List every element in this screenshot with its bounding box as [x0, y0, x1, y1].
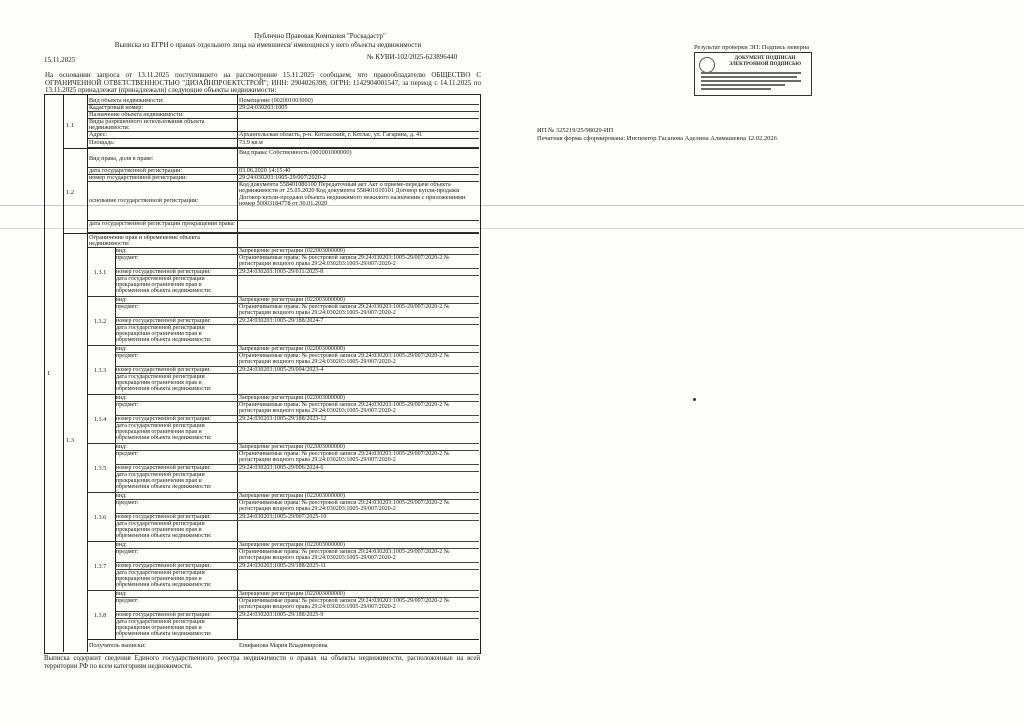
encumbrance-row: [115, 346, 479, 353]
row-label: вид:: [116, 248, 127, 254]
row-label: Площадь:: [89, 140, 115, 146]
row-label: предмет:: [116, 500, 139, 506]
encumbrance-row: [115, 472, 479, 493]
row-value: Код документа 558401080100 Передаточный акт Акт о приеме-передаче объекта недвижимости от 25.05.2020 Код документа 558401010101 Договор купли-продажи Договор купли-продажи объекта недвижимого нежилого назначения с приложениями номер 50003184778 от 30.01.2020: [239, 182, 466, 207]
row-label: дата государственной регистрации прекращения ограничения прав и обременения объекта недвижимости:: [116, 276, 212, 295]
encumbrance-row: [115, 563, 479, 570]
row-value: Запрещение регистрации (022003000000): [239, 444, 345, 450]
table-row: [87, 175, 479, 182]
stamp-line: [701, 76, 797, 78]
intro-paragraph: На основании запроса от 13.11.2025 поступившего на рассмотрение 15.11.2025 сообщаем, что правообладателю ОБЩЕСТВО С ОГРАНИЧЕННОЙ ОТВЕТСТВЕННОСТЬЮ "ДИЗАЙНПРОЕКТСТРОЙ"; ИНН: 2904026398; ОГРН: 1142904001547, за период с 14.11.2025 по 13.11.2025 принадлежат (принадлежали) следующие объекты недвижимости:: [45, 71, 481, 94]
table-row: [87, 112, 479, 119]
electronic-signature-stamp: [694, 52, 812, 96]
encumbrance-row: [115, 374, 479, 395]
encumbrance-row: [115, 598, 479, 612]
row-value: 29:24:030203:1005-29/188/2025-11: [239, 563, 327, 569]
encumbrance-number: 1.3.4: [93, 416, 107, 423]
row-label: основание государственной регистрации:: [89, 198, 199, 204]
table-row: [87, 132, 479, 139]
stamp-line: [701, 72, 801, 74]
section-divider: [87, 639, 479, 640]
row-label: номер государственной регистрации:: [116, 367, 211, 373]
row-label: дата государственной регистрации прекращения ограничения прав и обременения объекта недвижимости:: [116, 570, 212, 589]
encumbrance-row: [115, 255, 479, 269]
row-value: 03.06.2020 14:15:40: [239, 168, 291, 174]
print-form-info: [537, 127, 777, 143]
row-number: 1: [47, 370, 51, 377]
row-label: номер государственной регистрации:: [116, 563, 211, 569]
row-label: вид:: [116, 297, 127, 303]
encumbrance-number-cell: [87, 248, 116, 297]
encumbrance-row: [115, 591, 479, 598]
encumbrance-row: [115, 542, 479, 549]
table-row: [87, 150, 479, 168]
row-value: Запрещение регистрации (022003000000): [239, 395, 345, 401]
row-label: предмет:: [116, 304, 139, 310]
section-number: 1.2: [66, 189, 75, 196]
row-label: номер государственной регистрации:: [89, 175, 187, 181]
row-label: вид:: [116, 493, 127, 499]
encumbrance-number: 1.3.3: [93, 367, 107, 374]
row-value: 29:24:030203:1005-29/004/2023-4: [239, 367, 324, 373]
row-value: Помещение (002001003000): [239, 98, 313, 104]
encumbrance-row: [115, 514, 479, 521]
table-row: [87, 168, 479, 175]
row-value: Запрещение регистрации (022003000000): [239, 591, 345, 597]
row-value: 29:24:030203:1005-29/011/2025-8: [239, 269, 324, 275]
encumbrance-number-cell: [87, 395, 116, 444]
encumbrance-row: [115, 451, 479, 465]
row-value: Ограничиваемые права: № реестровой записи 29:24:030203:1005-29/007/2020-2 № регистрации вещного права 29:24:030203:1005-29/007/2020-2: [239, 255, 450, 268]
section-divider: [63, 148, 479, 149]
footer-note: Выписка содержит сведения Единого государственного реестра недвижимости о правах на объекты недвижимости, расположенные на всей территории РФ по всем категориям недвижимости.: [44, 655, 480, 670]
row-label: Адрес:: [89, 132, 108, 138]
encumbrance-number-cell: [87, 444, 116, 493]
encumbrance-header: [87, 235, 479, 248]
row-label: дата государственной регистрации прекращения ограничения прав и обременения объекта недвижимости:: [116, 472, 212, 491]
encumbrance-row: [115, 549, 479, 563]
row-label: дата государственной регистрации прекращения ограничения прав и обременения объекта недвижимости:: [116, 423, 212, 442]
row-value: Ограничиваемые права: № реестровой записи 29:24:030203:1005-29/007/2020-2 № регистрации вещного права 29:24:030203:1005-29/007/2020-2: [239, 353, 450, 366]
encumbrance-number-cell: [87, 297, 116, 346]
row-label: дата государственной регистрации прекращения ограничения прав и обременения объекта недвижимости:: [116, 325, 212, 344]
table-row: [87, 182, 479, 221]
row-value: 73.9 кв.м: [239, 140, 263, 146]
encumbrance-row: [115, 444, 479, 451]
row-label: вид:: [116, 346, 127, 352]
row-label: Вид объекта недвижимости:: [89, 98, 164, 104]
row-label: номер государственной регистрации:: [116, 269, 211, 275]
encumbrance-number: 1.3.5: [93, 465, 107, 472]
row-label: дата государственной регистрации прекращения ограничения прав и обременения объекта недвижимости:: [116, 521, 212, 540]
row-label: предмет:: [116, 255, 139, 261]
row-label: вид:: [116, 444, 127, 450]
row-value: Запрещение регистрации (022003000000): [239, 493, 345, 499]
encumbrance-row: [115, 465, 479, 472]
row-value: Ограничиваемые права: № реестровой записи 29:24:030203:1005-29/007/2020-2 № регистрации вещного права 29:24:030203:1005-29/007/2020-2: [239, 451, 450, 464]
table-row: [87, 98, 479, 105]
encumbrance-number: 1.3.6: [93, 514, 107, 521]
stamp-line: [701, 84, 785, 86]
row-value: 29:24:030203:1005-29/007/2025-10: [239, 514, 327, 520]
encumbrance-row: [115, 248, 479, 255]
row-value: Запрещение регистрации (022003000000): [239, 542, 345, 548]
row-value: Ограничиваемые права: № реестровой записи 29:24:030203:1005-29/007/2020-2 № регистрации вещного права 29:24:030203:1005-29/007/2020-2: [239, 549, 450, 562]
table-row: [87, 140, 479, 148]
document-date: 15.11.2025: [44, 56, 76, 64]
row-value: Ограничиваемые права: № реестровой записи 29:24:030203:1005-29/007/2020-2 № регистрации вещного права 29:24:030203:1005-29/007/2020-2: [239, 500, 450, 513]
encumbrance-row: [115, 304, 479, 318]
section-number: 1.3: [66, 437, 75, 444]
row-label: номер государственной регистрации:: [116, 465, 211, 471]
encumbrance-row: [115, 269, 479, 276]
row-value: 29:24:030203:1005-29/006/2024-6: [239, 465, 324, 471]
row-label: номер государственной регистрации:: [116, 612, 211, 618]
row-label: Назначение объекта недвижимости:: [89, 112, 184, 118]
table-col-2: [63, 94, 88, 652]
row-value: 29:24:030203:1005: [239, 105, 288, 111]
row-label: номер государственной регистрации:: [116, 416, 211, 422]
enforcement-number: ИП № 325219/25/98029-ИП: [537, 127, 614, 134]
encumbrance-row: [115, 402, 479, 416]
encumbrance-row: [115, 353, 479, 367]
encumbrance-row: [115, 297, 479, 304]
encumbrance-number: 1.3.2: [93, 318, 107, 325]
row-value: 29:24:030203:1005-29/007/2020-2: [239, 175, 326, 181]
row-value: 29:24:030203:1005-29/188/2023-12: [239, 416, 327, 422]
row-label: вид:: [116, 542, 127, 548]
row-value: 29:24:030203:1005-29/188/2024-7: [239, 318, 324, 324]
encumbrance-row: [115, 416, 479, 423]
row-label: дата государственной регистрации прекращения права:: [89, 221, 235, 227]
encumbrance-number: 1.3.7: [93, 563, 107, 570]
stamp-line: [701, 88, 771, 90]
row-label: предмет:: [116, 451, 139, 457]
encumbrance-row: [115, 619, 479, 640]
encumbrance-row: [115, 318, 479, 325]
row-value: 29:24:030203:1005-29/188/2025-9: [239, 612, 324, 618]
recipient-label: Получатель выписки:: [89, 643, 146, 649]
encumbrance-number: 1.3.1: [93, 269, 107, 276]
encumbrance-row: [115, 521, 479, 542]
row-label: дата государственной регистрации прекращения ограничения прав и обременения объекта недвижимости:: [116, 374, 212, 393]
table-row: [87, 119, 479, 132]
row-label: предмет:: [116, 549, 139, 555]
signature-check-result: Результат проверки ЭП: Подпись неверна: [694, 44, 810, 51]
row-value: Запрещение регистрации (022003000000): [239, 248, 345, 254]
row-label: номер государственной регистрации:: [116, 318, 211, 324]
row-label: предмет:: [116, 353, 139, 359]
encumbrance-row: [115, 423, 479, 444]
row-label: Ограничение прав и обременение объекта недвижимости:: [89, 235, 200, 248]
row-label: Кадастровый номер:: [89, 105, 144, 111]
document-number: № КУВИ-102/2025-623896440: [367, 53, 458, 61]
encumbrance-number-cell: [87, 591, 116, 640]
row-label: предмет:: [116, 598, 139, 604]
row-value: Вид права: Собственность (001001000000): [239, 150, 352, 156]
table-row: [87, 105, 479, 112]
row-label: вид:: [116, 591, 127, 597]
row-value: Запрещение регистрации (022003000000): [239, 346, 345, 352]
stamp-line: [701, 80, 801, 82]
print-form-author: Печатная форма сформирована: Инспектор Гасанова Аделина Алимашевна 12.02.2026: [537, 135, 777, 142]
row-label: предмет:: [116, 402, 139, 408]
row-value: Запрещение регистрации (022003000000): [239, 297, 345, 303]
encumbrance-row: [115, 493, 479, 500]
row-value: Ограничиваемые права: № реестровой записи 29:24:030203:1005-29/007/2020-2 № регистрации вещного права 29:24:030203:1005-29/007/2020-2: [239, 304, 450, 317]
encumbrance-row: [115, 367, 479, 374]
row-label: вид:: [116, 395, 127, 401]
row-label: Виды разрешенного использования объекта недвижимости:: [89, 119, 205, 132]
table-row: [87, 221, 479, 233]
encumbrance-number-cell: [87, 493, 116, 542]
encumbrance-row: [115, 276, 479, 297]
row-label: дата государственной регистрации прекращения ограничения прав и обременения объекта недвижимости:: [116, 619, 212, 638]
encumbrance-row: [115, 612, 479, 619]
scan-speck: [693, 398, 696, 401]
encumbrance-number: 1.3.8: [93, 612, 107, 619]
encumbrance-row: [115, 395, 479, 402]
recipient-name: Епифанова Мария Владимировна: [239, 643, 328, 649]
encumbrance-number-cell: [87, 542, 116, 591]
encumbrance-row: [115, 570, 479, 591]
section-number: 1.1: [66, 122, 75, 129]
recipient-row: [87, 641, 479, 651]
document-title: Выписка из ЕГРН о правах отдельного лица на имевшиеся/ имеющиеся у него объекты недвижимости: [114, 41, 422, 49]
encumbrance-row: [115, 500, 479, 514]
section-divider: [63, 233, 479, 234]
emblem-icon: [699, 57, 715, 73]
stamp-title: ДОКУМЕНТ ПОДПИСАН ЭЛЕКТРОННОЙ ПОДПИСЬЮ: [728, 56, 802, 67]
row-label: дата государственной регистрации:: [89, 168, 183, 174]
row-value: Ограничиваемые права: № реестровой записи 29:24:030203:1005-29/007/2020-2 № регистрации вещного права 29:24:030203:1005-29/007/2020-2: [239, 598, 450, 611]
encumbrance-row: [115, 325, 479, 346]
row-value: Ограничиваемые права: № реестровой записи 29:24:030203:1005-29/007/2020-2 № регистрации вещного права 29:24:030203:1005-29/007/2020-2: [239, 402, 450, 415]
row-label: Вид права, доля в праве:: [89, 156, 154, 162]
row-label: номер государственной регистрации:: [116, 514, 211, 520]
row-value: Архангельская область, р-н. Котласский, г. Котлас, ул. Гагарина, д. 41: [239, 132, 423, 138]
encumbrance-number-cell: [87, 346, 116, 395]
issuer-name: Публично Правовая Компания "Роскадастр": [254, 32, 386, 40]
